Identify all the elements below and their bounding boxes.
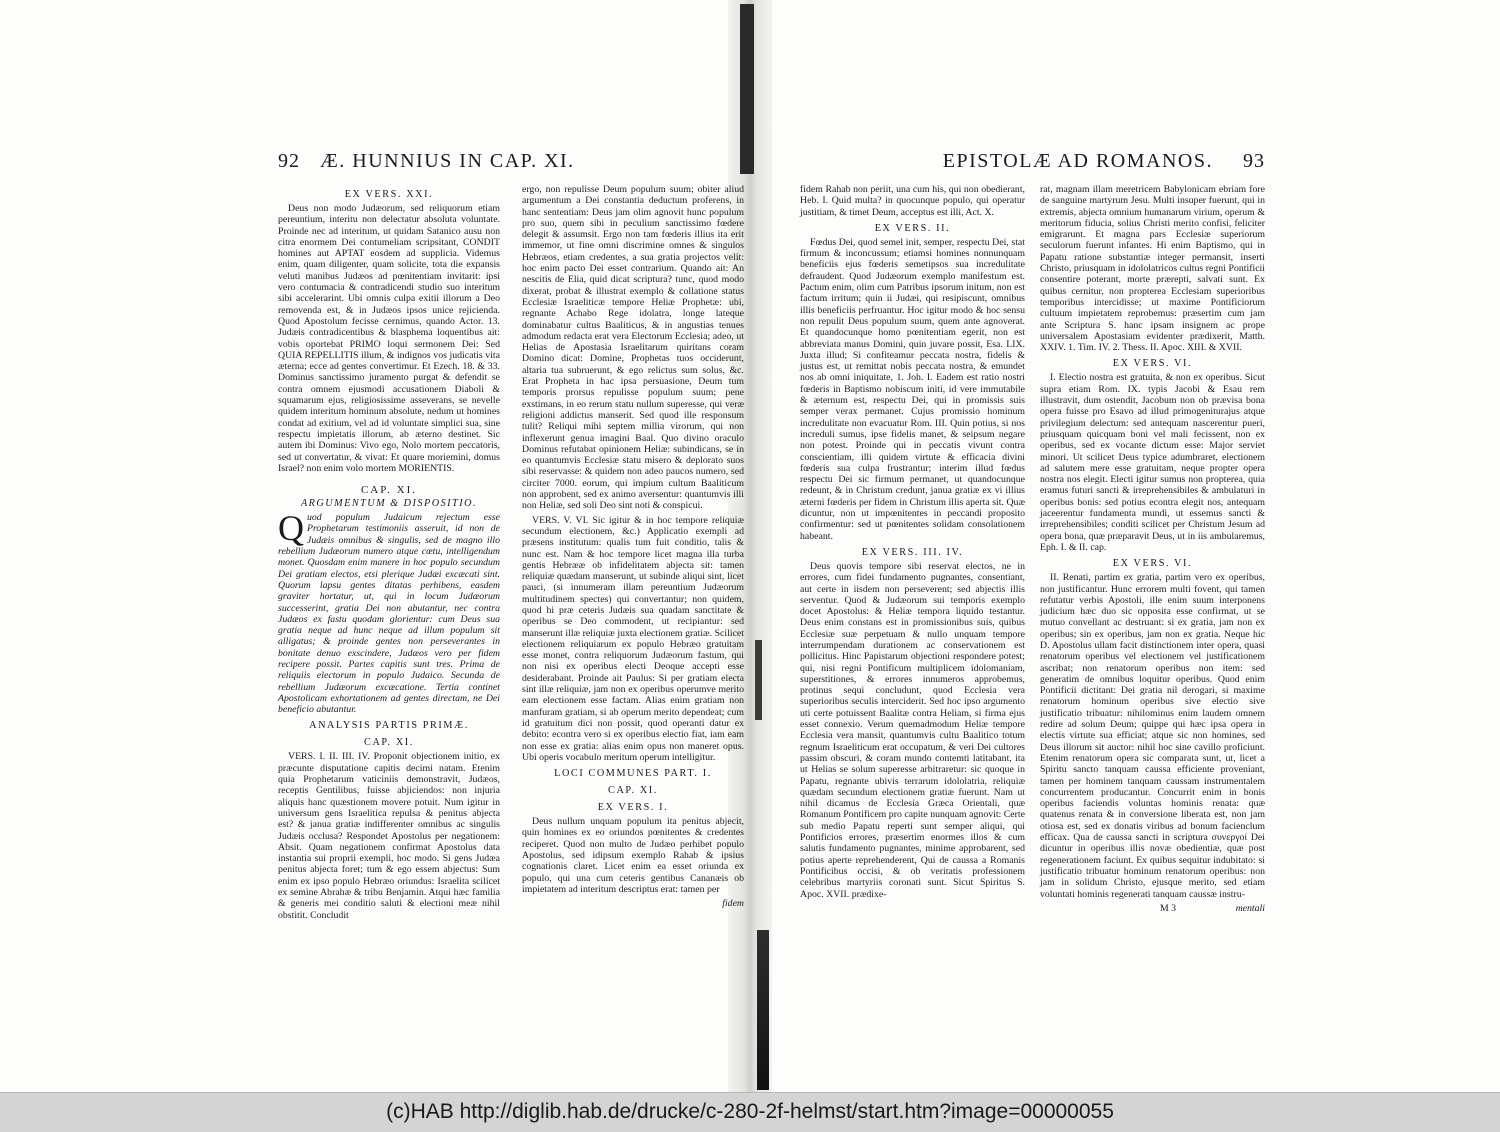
right-column-1 xyxy=(800,184,1025,914)
chapter-heading: CAP. XI. xyxy=(608,785,658,797)
paragraph: Deus nullum unquam populum ita penitus abjecit, quin homines ex eo oriundos pœnitentes & credentes reciperet. Quod non multo de Judæo perhibet populo Apostolus, sed idipsum exemplo Rahab & ipsius cognationis claret. Licet enim ea esset oriunda ex populo, qui una cum ceteris gentibus Cananæis ob impietatem ad interitum descriptus erat: tamen per xyxy=(522,816,744,895)
paragraph: VERS. I. II. III. IV. Proponit objectionem initio, ex præcunte disputatione capitis decimi natam. Etenim quia Prophetarum vaticiniis demonstravit, Judæos, receptis Gentilibus, fuisse abjiciendos: non injuria aliquis hanc quæstionem movere potuit. Num igitur in universum gens Israelitica repulsa & penitus abjecta est? & janua gratiæ indifferenter omnibus ac singulis Judæis occlusa? Respondet Apostolus per negationem: Absit. Quam negationem confirmat Apostolus data instantia sui proprii exempli, hoc modo. Si gens Judæa penitus abjecta foret; tum & ego essem abjectus: Sum enim ex ipso populo Hebræo oriundus: Israelita scilicet ex semine Abrahæ & tribu Benjamin. Atqui hæc familia & generis mei conditio saluti & electioni meæ nihil obstitit. Concludit xyxy=(278,751,500,921)
section-heading: EX VERS. XXI. xyxy=(344,189,434,200)
signature-line xyxy=(1040,903,1265,914)
left-page xyxy=(278,150,744,924)
drop-cap: Q xyxy=(278,508,304,549)
paragraph: fidem Rahab non periit, una cum his, qui non obedierant, Heb. I. Quid multa? in quocunque populo, qui operatur justitiam, & timet Deum, acceptus est illi, Act. X. xyxy=(800,184,1025,218)
chapter-heading: CAP. XI. xyxy=(364,737,414,749)
binding-ribbon-bottom xyxy=(757,930,769,1090)
binding-ribbon-top xyxy=(740,4,754,174)
argument-text: uod populum Judaicum rejectum esse Prophetarum testimoniis asseruit, id non de Judæis omnibus & singulis, sed de magno illo rebellium Judæorum numero atque cœtu, intelligendum monet. Quosdam enim manere in hoc populo secundum Dei gratiam electos, etsi plerique Judæi excæcati sint. Quorum lapsu gentes ditatas perhibens, easdem graviter hortatur, ut, qui in locum Judæorum successerint, gratia Dei non abutantur, nec contra Judæos ex fastu quodam glorientur: cum Deus sua gratia neque ad hunc neque ad illum populum sit alligatus; & proinde gentes non perseverantes in bonitate denuo exscindere, Judæos vero per fidem recipere possit. Partes capitis sunt tres. Prima de reliquiis electorum in populo Judaico. Secunda de rebellium Judæorum excæcatione. Tertia continet Apostolicam exhortationem ad gentes directam, ne Dei beneficio abutantur. xyxy=(278,512,500,716)
section-heading: ANALYSIS PARTIS PRIMÆ. xyxy=(309,720,469,732)
section-heading: LOCI COMMUNES PART. I. xyxy=(554,768,712,780)
paragraph: VERS. V. VI. Sic igitur & in hoc tempore reliquiæ secundum electionem, &c.) Applicatio exempli ad præsens institutum: qualis tum fuit conditio, talis & nunc est. Nam & hoc tempore licet magna illa turba gentis Hebrææ ob infidelitatem abjecta sit: tamen reliquiæ quædam manserunt, ut subinde aliqui sint, licet pauci, (si innumeram illam pereuntium Judæorum multitudinem spectes) qui convertantur; non quidem, quod hi præ ceteris Judæis sua quadam sanctitate & operibus se Deo commodent, ut recipiantur: sed manserunt illæ reliquiæ juxta electionem gratiæ. Scilicet electionem reliquiarum ex populo Hebræo gratuitam esse monet, contra reliquorum Judæorum fastum, qui non nisi ex operibus electi Deoque accepti esse desiderabant. Proinde ait Paulus: Si per gratiam electa sint illæ reliquiæ, jam non ex operibus operumve merito eam electionem esse factam. Alias enim gratiam non manfuram gratiam, si ab operum merito dependeat; cum id gratuitum dici non possit, quod operanti datur ex debito: econtra vero si ex operibus electio fiat, iam eam non esse ex gratia: alias enim opus non maneret opus. Ubi operis vocabulo meritum operum intelligitur. xyxy=(522,514,744,763)
page-number-left: 92 xyxy=(278,150,300,172)
section-heading: ARGUMENTUM & DISPOSITIO. xyxy=(300,498,478,510)
paragraph: II. Renati, partim ex gratia, partim vero ex operibus, non justificantur. Hunc errorem multi fovent, qui tamen refutatur verbis Apostoli, ille enim suum interponens judicium hæc duo sic opposita esse confirmat, ut se mutuo convellant ac destruant: si ex gratia, jam non ex operibus; sin ex operibus, jam non ex gratia. Neque hic D. Apostolus ullam facit distinctionem inter opera, quasi renatorum operibus vel electionem vel justificationem ascribat; non renatorum operibus non item: sed generatim de omnibus loquitur operibus. Quod enim Pontificii dictitant: Dei gratia nil derogari, si maxime renatorum hominum operibus sive electio sive justificatio tribuatur: nihilominus enim laudem omnem redire ad solum Deum; quippe qui hæc ipsa opera in electis virtute sua efficiat; atque sic non homines, sed Deus illorum sit auctor: nihil hoc sine cavillo proficiunt. Etenim renatorum opera sic comparata sunt, ut, licet a Spiritu sancto tanquam caussa efficiente proveniant, tamen per hominem tanquam caussam instrumentalem concurrentem producantur. Concurrit enim in bonis operibus faciendis voluntas hominis renata: quæ quatenus renata & in conversione liberata est, non jam otiosa est, sed ex donatis viribus ad bonum facienclum efficax. Qua de caussa sancti in scriptura συνεργοί Dei dicuntur in operibus illis novæ obedientiæ, quæ post regenerationem faciunt. Ex quibus sequitur indubitato: si justificatio tribuatur hominum renatorum operibus: non jam in solidum Christo, ejusque merito, sed etiam voluntati hominis regenerati tanquam caussæ instru- xyxy=(1040,572,1265,900)
section-heading: EX VERS. III. IV. xyxy=(861,546,964,558)
paragraph: rat, magnam illam meretricem Babylonicam ebriam fore de sanguine martyrum Jesu. Multi insuper fuerunt, qui in extremis, abjecta omnium humanarum virium, operum & meritorum fiducia, solius Christi merito confisi, feliciter emigrarunt. Et magna pars Ecclesiæ superiorum seculorum fuerunt infantes. Hi enim Baptismo, qui in Papatu ratione substantiæ integer permansit, inserti Christo, priusquam in idololatricos cultus regni Pontificii consentire poterant, morte prærepti, salvati sunt. Ex quibus cernitur, non propterea Ecclesiam superioribus temporibus intercidisse; ut maxime Pontificiorum cultuum impietatem reprobemus: præsertim cum jam ante Scriptura S. hanc ipsam insignem ac prope universalem Apostasiam evidenter prædixerit, Matth. XXIV. 1. Tim. IV. 2. Thess. II. Apoc. XIII. & XVII. xyxy=(1040,184,1265,354)
running-title-left: Æ. HUNNIUS IN CAP. XI. xyxy=(320,150,575,172)
paragraph xyxy=(278,508,500,716)
section-heading: EX VERS. VI. xyxy=(1112,358,1193,370)
binding-ribbon-middle xyxy=(755,640,762,720)
right-column-2 xyxy=(1040,184,1265,914)
running-title-right: EPISTOLÆ AD ROMANOS. xyxy=(942,150,1213,172)
paragraph: Deus non modo Judæorum, sed reliquorum etiam pereuntium, interitu non delectatur absoluta voluntate. Proinde nec ad interitum, ut quidam Satanico ausu non citra enormem Dei contumeliam scripsitant, CONDIT homines aut APTAT eosdem ad supplicia. Videmus enim, quam diligenter, quam solicite, tota die expansis veluti manibus Judæos ad pœnitentiam invitarit: ipsi vero contumacia & contradicendi studio suo interitum sibi accelerarint. Ubi omnis culpa exitii illorum a Deo removenda est, & in Judæos ipsos unice rejicienda. Quod Apostolum fecisse cernimus, quando Actor. 13. Judæis contradicentibus & blasphema loquentibus ait: vobis oportebat PRIMO loqui sermonem Dei: Sed QUIA REPELLITIS illum, & indignos vos judicatis vita æterna; ecce ad gentes convertimur. Et Ezech. 18. & 33. Dominus sanctissimo juramento purgat & defendit se contra omnem ejusmodi accusationem Diaboli & squamarum ejus, religiosissime asseverans, se nevelle quidem interitum hominum absolute, nedum ut homines condat ad exitium, vel ad id voluntate simplici sua, sine respectu impietatis illorum, ab æterno destinet. Sic autem ibi Dominus: Vivo ego, Nolo mortem peccatoris, sed ut convertatur, & vivat: Et quare moriemini, domus Israel? non enim volo mortem MORIENTIS. xyxy=(278,203,500,474)
paragraph: I. Electio nostra est gratuita, & non ex operibus. Sicut supra etiam Rom. IX. typis Jacobi & Esau rem illustravit, dum ostendit, Jacobum non ob prævisa bona opera fuisse pro Esavo ad illud primogeniturajus atque privilegium delectum: sed antequam nascerentur pueri, priusquam quicquam boni vel mali fecissent, non ex operibus, sed ex vocante dictum esse: Major serviet minori. Ut scilicet Deus typice adumbraret, electionem ad salutem mere esse gratuitam, neque propter opera nostra nos elegit. Electi igitur sumus non propterea, quia eramus futuri sancti & irreprehensibiles & ambulaturi in operibus bonis: sed potius econtra elegit nos, antequam jaceerentur fundamenta mundi, ut essemus sancti & irreprehensibiles; conditi scilicet per Christum Jesum ad opera bona, quæ præparavit Deus, ut in iis ambularemus, Eph. I. & II. cap. xyxy=(1040,372,1265,553)
catchword: mentali xyxy=(1235,902,1265,914)
catchword: fidem xyxy=(722,898,744,910)
source-credit: (c)HAB http://diglib.hab.de/drucke/c-280-2f-helmst/start.htm?image=00000055 xyxy=(386,1100,1114,1123)
right-page xyxy=(800,150,1265,914)
paragraph: Fœdus Dei, quod semel init, semper, respectu Dei, stat firmum & inconcussum; etiamsi homines nonnunquam beneficiis ejus fœderis semetipsos sua incredulitate defraudent. Quod Judæorum exemplo manifestum est. Pactum enim, olim cum Patribus ipsorum initum, non est factum irritum; quin ii Judæi, qui resipiscunt, omnibus illis beneficiis perfruantur. Hoc igitur modo & hoc sensu non repulit Deus populum suum, quem ante agnoverat. Et quandocunque homo pœnitentiam egerit, non est abbreviata manus Domini, quin juvare possit, Esa. LIX. Juxta illud; Si confiteamur peccata nostra, fidelis & justus est, ut remittat nobis peccata nostra, & emundet nos ab omni iniquitate, 1. Joh. I. Eadem est ratio nostri fœderis in Baptismo nobiscum initi, id vere immutabile & æternum est, respectu Dei, qui in promissis suis semper verax permanet. Cujus promissio hominum incredulitate non evacuatur Rom. III. Quin potius, si nos increduli sumus, ipse fidelis manet, & seipsum negare non potest. Proinde qui in peccatis vivunt contra conscientiam, illi quidem virtute & efficacia divini fœderis sua culpa frustrantur; interim illud fœdus respectu Dei sic firmum permanet, ut quandocunque redeunt, & in Christum credunt, janua gratiæ ex vi illius æterni fœderis per fidem in Christum illis aperta sit. Quæ dicuntur, non ut impœnitentes in peccandi proposito confirmentur: sed ut pœnitentes solidam consolationem habeant. xyxy=(800,236,1025,542)
section-heading: EX VERS. II. xyxy=(874,222,951,234)
signature-mark: M 3 xyxy=(1160,902,1177,914)
page-number-right: 93 xyxy=(1243,150,1265,172)
left-column-2 xyxy=(522,184,744,924)
chapter-heading: CAP. XI. xyxy=(360,484,418,497)
paragraph: Deus quovis tempore sibi reservat electos, ne in errores, cum fidei fundamento pugnantes, consentiant, aut certe in iisdem non perseverent; sed abjectis illis serventur. Quod & Judæorum sui temporis exemplo docet Apostolus: & Heliæ tempora liquido testantur. Deus enim constans est in promissionibus suis, quibus Ecclesiæ suæ perpetuam & nullo unquam tempore interrumpendam durationem ac conservationem est pollicitus. Hinc Papistarum objectioni respondere potest; qui, nisi regni Pontificum multiplicem idolomaniam, superstitiones, & errores innumeros approbemus, protinus sequi concludunt, quod Ecclesia vera superioribus seculis interciderit. Sed hoc ipso argumento uti certe potuissent Baalitæ contra Heliam, si firma ejus esset connexio. Verum quemadmodum Heliæ tempore Ecclesia vera mansit, quantumvis cultu Baalitico totum regnum Israeliticum erat occupatum, & veri Dei cultores passim obscuri, & coram mundo contemti latitabant, ita ut Helias se solum superesse arbitraretur: sic quoque in Papatu, regnante ubivis terrarum idololatria, reliquiæ quædam secundum electionem gratiæ fuerunt. Nam ut nihil dicamus de Ecclesia Græca Orientali, quæ Romanum Pontificem pro capite nunquam agnovit: Certe sub medio Papatu reperti sunt semper aliqui, qui Pontificios errores, præsertim enormes illos & cum salutis fundamento pugnantes, minime approbarent, sed potius aperte reprehenderent, Qui de caussa a Romanis Pontificibus occisi, & ob veritatis professionem celebribus martyriis coronati sunt. Sicut Spiritus S. Apoc. XVII. prædixe- xyxy=(800,560,1025,900)
section-heading: EX VERS. VI. xyxy=(1112,558,1193,570)
section-heading: EX VERS. I. xyxy=(597,802,669,814)
left-column-1 xyxy=(278,184,500,924)
paragraph: ergo, non repulisse Deum populum suum; obiter aliud argumentum a Dei constantia deductum proferens, in hanc sententiam: Deus jam olim agnovit hunc populum pro suo, quem sibi in peculium sanctissimo fœdere delegit & assumsit. Ergo non tam fœderis illius ita erit immemor, ut fine omni discrimine omnes & singulos Hebræos, etiam credentes, a sua gratia projectos velit: hoc enim pacto Dei esset contrarium. Quando ait: An nescitis de Elia, quid dicat scriptura? tunc, quod modo dixerat, probat & illustrat exemplo & collatione status Ecclesiæ Israeliticæ tempore Heliæ Prophetæ: ubi, regnante Achabo Rege idolatra, longe lateque dominabatur cultus Baaliticus, & in angustias tenues admodum redacta erat vera Electorum Ecclesia; adeo, ut Helias de Apostasia Israelitarum quiritans coram Domino dicat: Domine, Prophetas tuos occiderunt, altaria tua subruerunt, & ego relictus sum solus, &c. Erat Propheta in hac ipsa persuasione, Deum tum temporis prorsus repulisse populum suum; pene exstimans, in eo rerum statu nullum superesse, qui veræ religioni addictus manserit. Sed quod ille responsum tulit? Reliqui mihi septem millia virorum, qui non inflexerunt genua imagini Baal. Quo divino oraculo Dominus refutabat opinionem Heliæ: subindicans, se in eo quantumvis Ecclesiæ statu misero & deplorato suos sibi reservasse: & quidem non adeo paucos numero, sed circiter 7000. eorum, qui impium cultum Baaliticum non approbent, sed ex animo aversentur: quantumvis illi non Heliæ, sed soli Deo sint noti & conspicui. xyxy=(522,184,744,512)
right-running-head xyxy=(800,150,1265,180)
left-running-head xyxy=(278,150,744,180)
